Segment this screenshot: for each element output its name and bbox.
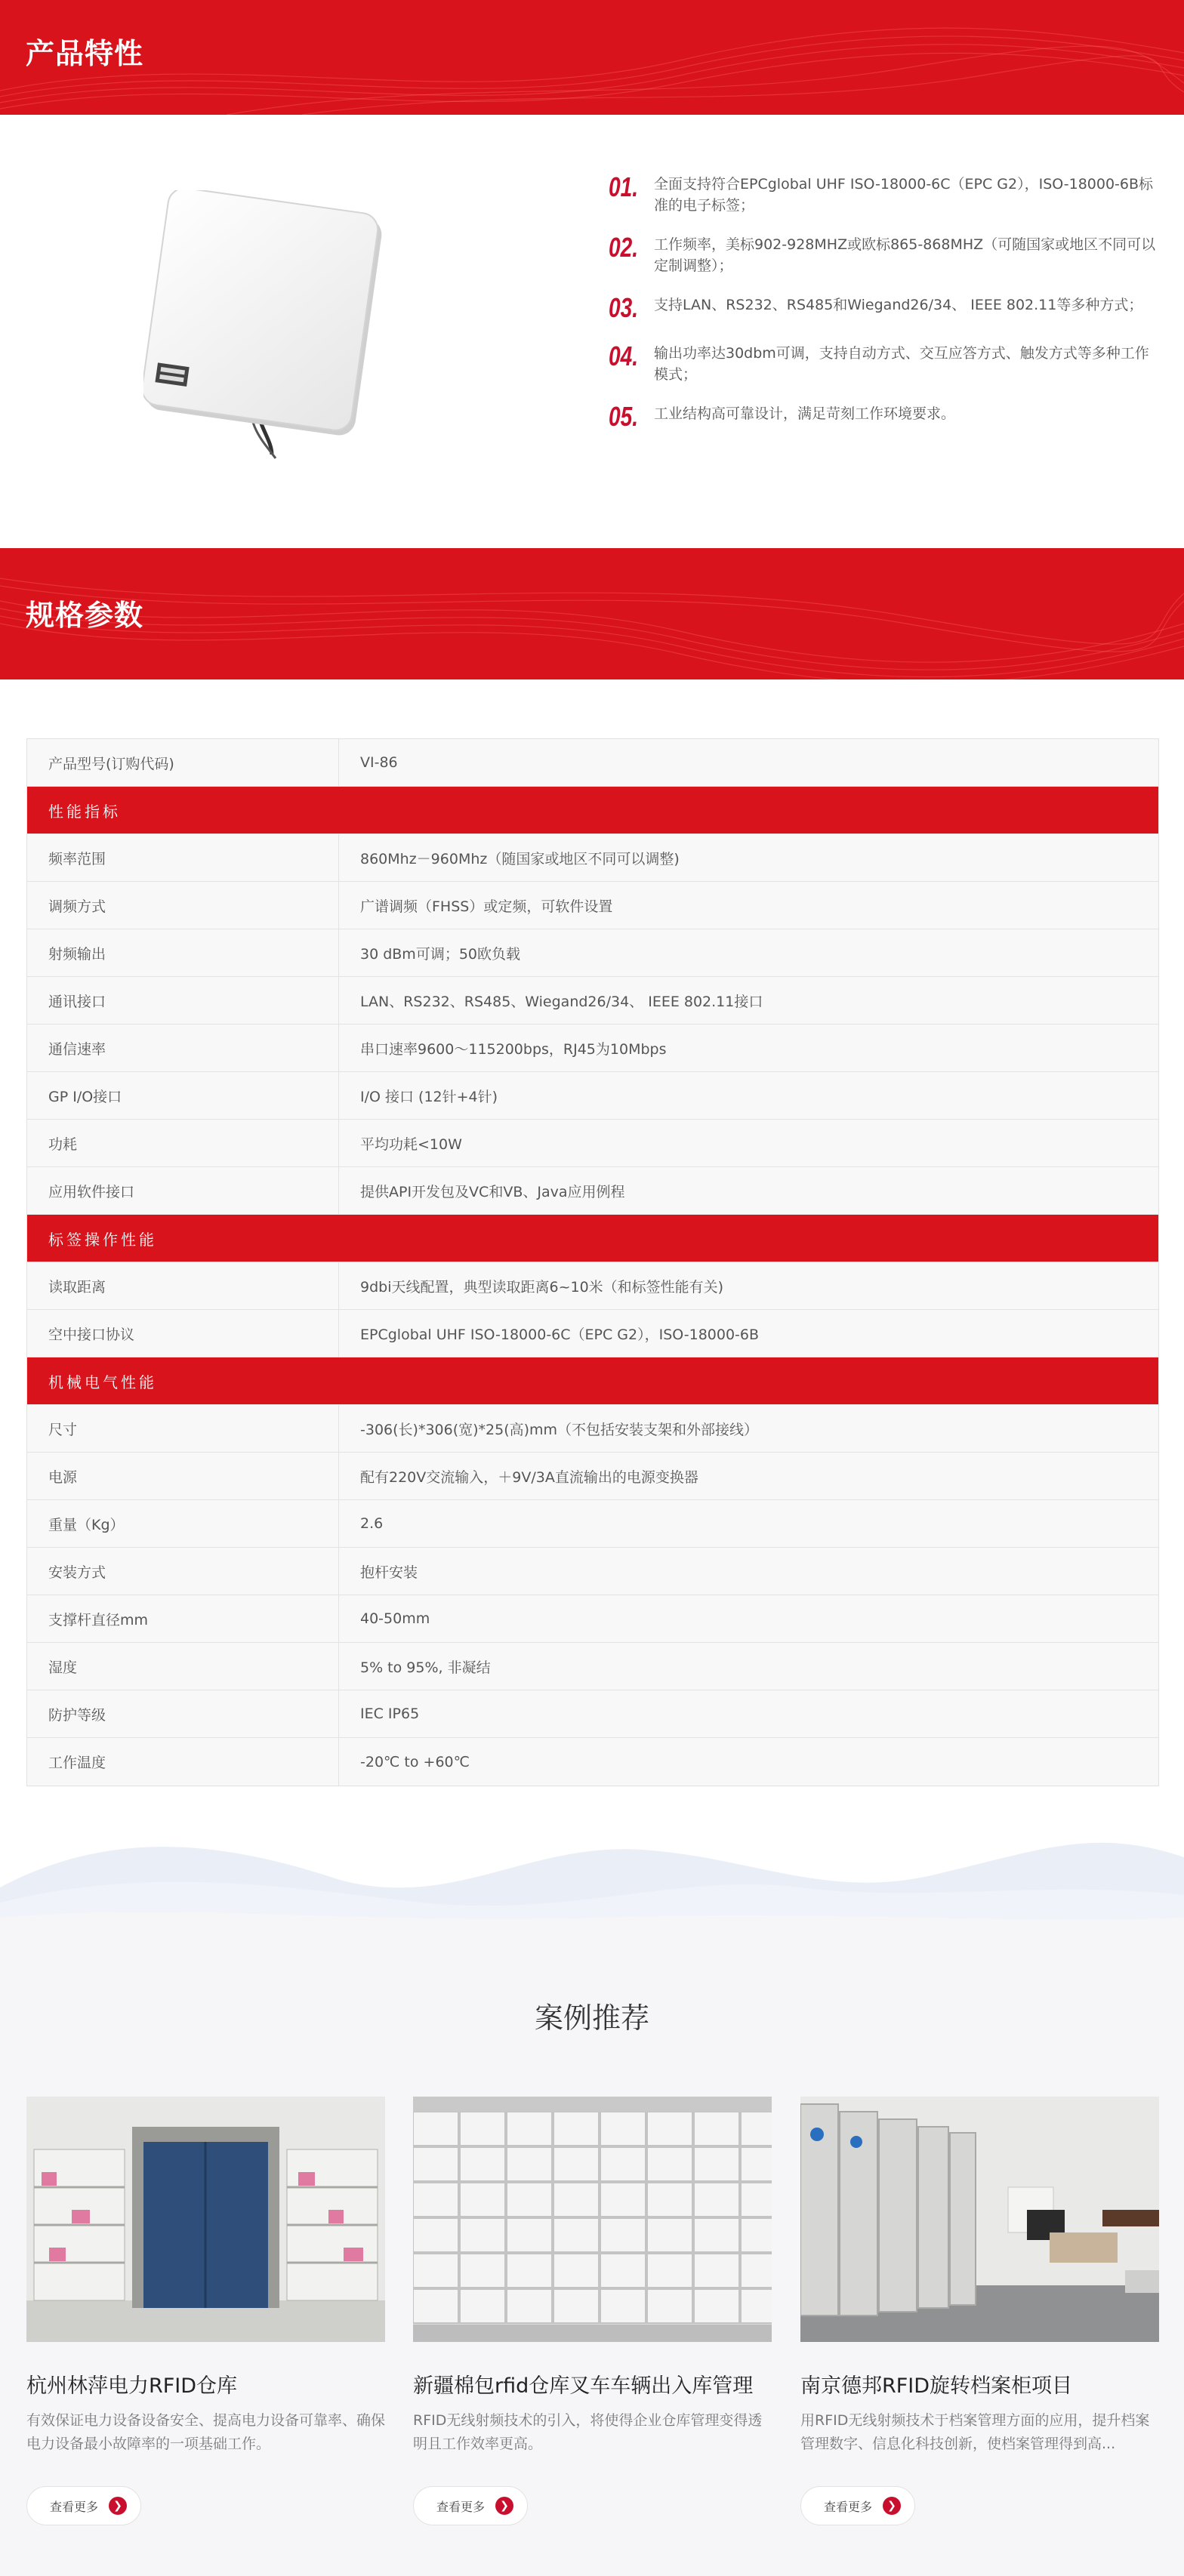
table-row [27, 1453, 1158, 1500]
feature-item [609, 291, 1160, 325]
spec-key: 防护等级 [27, 1690, 339, 1737]
features-banner [0, 0, 1184, 115]
spec-value: EPCglobal UHF ISO-18000-6C（EPC G2），ISO-18000-6B [360, 1326, 760, 1343]
table-row [27, 1310, 1158, 1357]
cases-title: 案例推荐 [534, 2001, 649, 2035]
spec-key: 空中接口协议 [27, 1310, 339, 1357]
view-more-button[interactable] [26, 2486, 141, 2525]
spec-key: 通讯接口 [27, 977, 339, 1024]
spec-key: 射频输出 [27, 929, 339, 976]
table-row [27, 1025, 1158, 1072]
table-row [27, 929, 1158, 977]
features-section [0, 115, 1184, 548]
case-title[interactable]: 南京德邦RFID旋转档案柜项目 [800, 2374, 1073, 2398]
spec-section-header: 标签操作性能 [27, 1215, 1158, 1262]
table-row [27, 1643, 1158, 1690]
table-row [27, 1120, 1158, 1167]
table-row [27, 1595, 1158, 1643]
spec-value: 广谱调频（FHSS）或定频，可软件设置 [360, 898, 613, 915]
table-row [27, 882, 1158, 929]
case-description: 用RFID无线射频技术于档案管理方面的应用，提升档案管理数字、信息化科技创新，使档案管理得到高... [800, 2412, 1150, 2452]
table-row [27, 1405, 1158, 1453]
table-row [27, 1548, 1158, 1595]
case-archive-cabinet-image[interactable] [800, 2097, 1159, 2342]
table-row [27, 1167, 1158, 1215]
table-row [27, 739, 1158, 787]
specs-table [26, 738, 1159, 1786]
feature-text: 全面支持符合EPCglobal UHF ISO-18000-6C（EPC G2），ISO-18000-6B标准的电子标签； [654, 176, 1154, 214]
feature-item [609, 171, 1160, 216]
feature-number: 02. [609, 232, 639, 263]
table-row [27, 834, 1158, 882]
spec-key: 电源 [27, 1453, 339, 1499]
spec-value: 9dbi天线配置，典型读取距离6~10米（和标签性能有关) [360, 1278, 724, 1296]
spec-value: VI-86 [360, 754, 398, 771]
spec-key: 湿度 [27, 1643, 339, 1690]
table-row [27, 977, 1158, 1025]
view-more-label: 查看更多 [436, 2499, 486, 2514]
spec-value: 串口速率9600～115200bps，RJ45为10Mbps [360, 1040, 667, 1058]
spec-value: 配有220V交流输入，＋9V/3A直流输出的电源变换器 [360, 1468, 698, 1486]
features-title: 产品特性 [26, 37, 144, 70]
specs-banner [0, 548, 1184, 679]
spec-key: 功耗 [27, 1120, 339, 1166]
spec-key: 重量（Kg） [27, 1500, 339, 1547]
table-row [27, 1738, 1158, 1786]
spec-key: 调频方式 [27, 882, 339, 929]
feature-item [609, 400, 1160, 433]
cloud-wave-decoration [0, 1797, 1184, 1933]
banner-wave-decoration [0, 548, 1184, 679]
spec-key: 读取距离 [27, 1262, 339, 1309]
spec-value: -306(长)*306(宽)*25(高)mm（不包括安装支架和外部接线） [360, 1421, 759, 1438]
spec-key: 安装方式 [27, 1548, 339, 1595]
table-row [27, 1500, 1158, 1548]
view-more-label: 查看更多 [50, 2499, 99, 2514]
spec-key: 尺寸 [27, 1405, 339, 1452]
case-card[interactable] [800, 2097, 1159, 2525]
spec-value: 平均功耗<10W [360, 1135, 462, 1153]
feature-number: 01. [609, 171, 639, 202]
case-warehouse-image[interactable] [26, 2097, 385, 2342]
spec-key: 通信速率 [27, 1025, 339, 1071]
feature-number: 03. [609, 292, 639, 323]
case-card[interactable] [413, 2097, 772, 2525]
spec-key: 支撑杆直径mm [27, 1595, 339, 1642]
spec-value: 2.6 [360, 1515, 384, 1532]
feature-text: 输出功率达30dbm可调，支持自动方式、交互应答方式、触发方式等多种工作模式； [654, 345, 1149, 383]
rfid-reader-product-image [143, 190, 393, 462]
spec-value: 860Mhz－960Mhz（随国家或地区不同可以调整) [360, 850, 680, 867]
view-more-button[interactable] [413, 2486, 528, 2525]
case-description: RFID无线射频技术的引入，将使得企业仓库管理变得透明且工作效率更高。 [413, 2412, 763, 2452]
spec-value: I/O 接口 (12针+4针) [360, 1088, 498, 1105]
view-more-label: 查看更多 [824, 2499, 873, 2514]
spec-value: 40-50mm [360, 1610, 430, 1627]
spec-value: IEC IP65 [360, 1706, 420, 1722]
feature-text: 工作频率，美标902-928MHZ或欧标865-868MHZ（可随国家或地区不同可以定制调整）； [654, 236, 1156, 274]
table-row [27, 1072, 1158, 1120]
spec-value: -20℃ to +60℃ [360, 1753, 470, 1770]
spec-section-header: 性能指标 [27, 787, 1158, 834]
feature-item [609, 231, 1160, 276]
specs-title: 规格参数 [26, 599, 144, 632]
spec-value: 5% to 95%, 非凝结 [360, 1659, 491, 1676]
spec-key: 产品型号(订购代码) [27, 739, 339, 786]
chevron-right-icon: ❯ [109, 2497, 127, 2515]
case-title[interactable]: 新疆棉包rfid仓库叉车车辆出入库管理 [413, 2374, 754, 2398]
spec-value: 提供API开发包及VC和VB、Java应用例程 [360, 1183, 625, 1200]
view-more-button[interactable] [800, 2486, 915, 2525]
spec-value: 30 dBm可调；50欧负载 [360, 945, 520, 963]
spec-key: GP I/O接口 [27, 1072, 339, 1119]
feature-number: 05. [609, 401, 639, 432]
feature-text: 工业结构高可靠设计，满足苛刻工作环境要求。 [654, 405, 956, 422]
feature-text: 支持LAN、RS232、RS485和Wiegand26/34、 IEEE 802.11等多种方式； [654, 297, 1143, 313]
spec-section-header: 机械电气性能 [27, 1357, 1158, 1405]
chevron-right-icon: ❯ [883, 2497, 901, 2515]
spec-key: 工作温度 [27, 1738, 339, 1786]
feature-list [609, 171, 1160, 448]
table-row [27, 1690, 1158, 1738]
cases-section [0, 1797, 1184, 2576]
case-cotton-bales-image[interactable] [413, 2097, 772, 2342]
banner-wave-decoration [0, 0, 1184, 115]
table-row [27, 1262, 1158, 1310]
feature-number: 04. [609, 340, 639, 371]
case-card[interactable] [26, 2097, 385, 2525]
spec-key: 频率范围 [27, 834, 339, 881]
case-title[interactable]: 杭州林萍电力RFID仓库 [26, 2374, 238, 2398]
spec-value: 抱杆安装 [360, 1564, 418, 1581]
chevron-right-icon: ❯ [495, 2497, 513, 2515]
case-description: 有效保证电力设备设备安全、提高电力设备可靠率、确保电力设备最小故障率的一项基础工作。 [26, 2412, 385, 2452]
feature-item [609, 340, 1160, 385]
spec-value: LAN、RS232、RS485、Wiegand26/34、 IEEE 802.11接口 [360, 993, 763, 1010]
spec-key: 应用软件接口 [27, 1167, 339, 1214]
